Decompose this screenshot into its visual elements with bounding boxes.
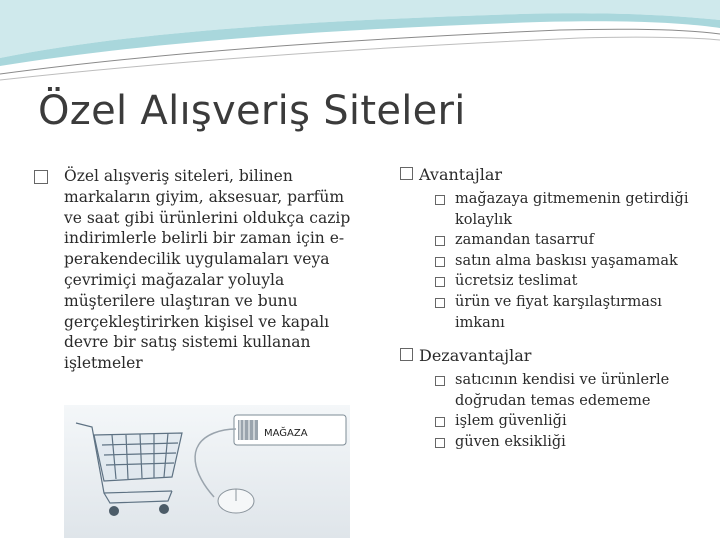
list-item: ücretsiz teslimat (400, 271, 710, 292)
list-item: satıcının kendisi ve ürünlerle doğrudan temas edememe (400, 370, 710, 411)
right-column (400, 164, 710, 453)
definition-paragraph (34, 166, 354, 374)
list-item: ürün ve fiyat karşılaştırması imkanı (400, 292, 710, 333)
tag-label: MAĞAZA (264, 428, 308, 439)
square-bullet-icon (435, 257, 445, 267)
header-decoration (0, 0, 720, 90)
advantages-list (400, 189, 710, 333)
left-column (34, 166, 354, 374)
list-item: zamandan tasarruf (400, 230, 710, 251)
square-bullet-icon (435, 195, 445, 205)
square-bullet-icon (435, 376, 445, 386)
disadvantages-list (400, 370, 710, 452)
square-bullet-icon (435, 298, 445, 308)
list-item: işlem güvenliği (400, 411, 710, 432)
square-bullet-icon (435, 438, 445, 448)
page-title: Özel Alışveriş Siteleri (38, 88, 466, 134)
definition-text: Özel alışveriş siteleri, bilinen markaların giyim, aksesuar, parfüm ve saat gibi ürünlerini oldukça cazip indirimlerle belirli bir zaman için e-perakendecilik uygulamaları veya çevrimiçi mağazalar yoluyla müşterilere ulaştıran ve bunu gerçekleştirirken kişisel ve kapalı devre bir satış sistemi kullanan işletmeler (64, 167, 351, 373)
square-bullet-icon (435, 236, 445, 246)
square-bullet-icon (34, 170, 48, 184)
square-bullet-icon (400, 167, 413, 180)
shopping-cart-illustration (64, 405, 350, 538)
square-bullet-icon (435, 417, 445, 427)
list-item: mağazaya gitmemenin getirdiği kolaylık (400, 189, 710, 230)
list-item: satın alma baskısı yaşamamak (400, 251, 710, 272)
disadvantages-heading: Dezavantajlar (400, 345, 710, 367)
computer-mouse-icon (218, 489, 254, 513)
square-bullet-icon (435, 277, 445, 287)
square-bullet-icon (400, 348, 413, 361)
advantages-heading: Avantajlar (400, 164, 710, 186)
list-item: güven eksikliği (400, 432, 710, 453)
